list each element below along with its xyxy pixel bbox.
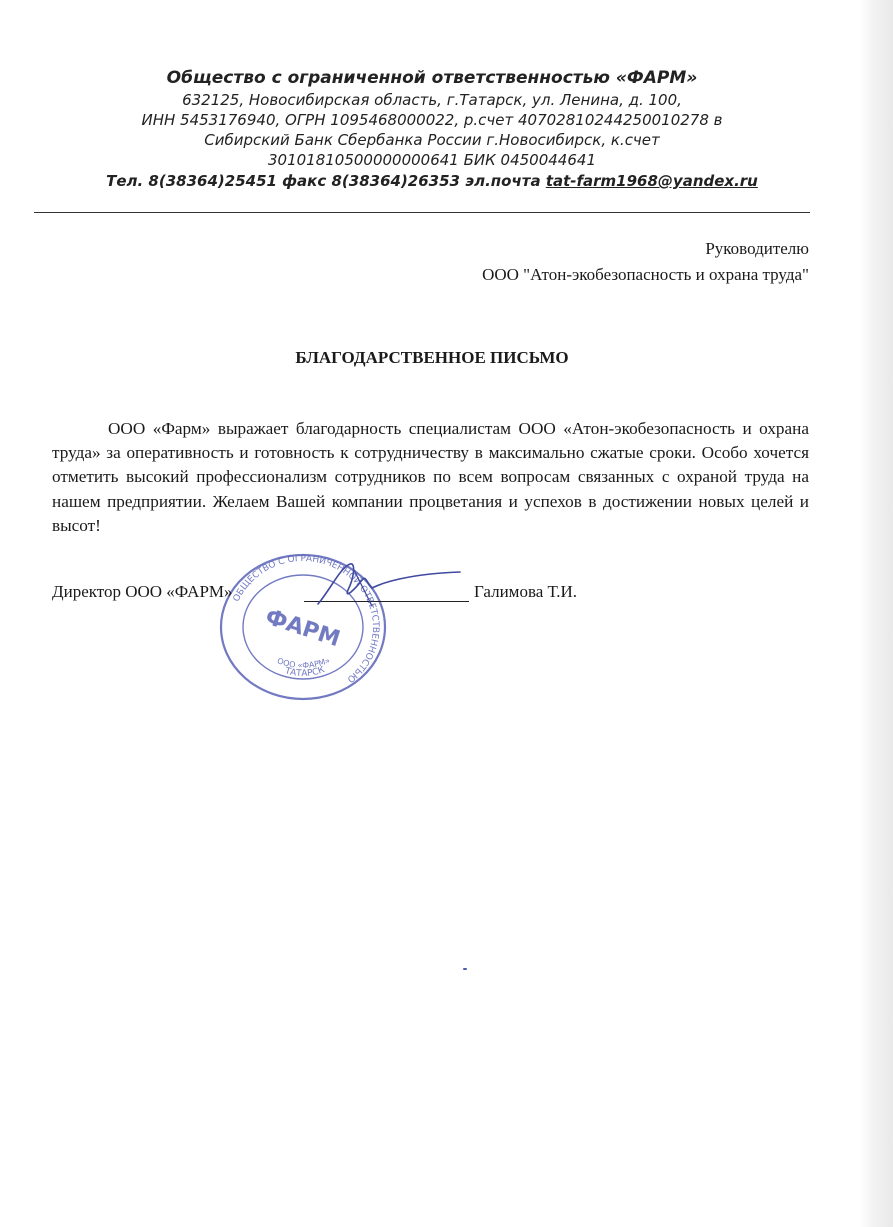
seal-ring-text: ОБЩЕСТВО С ОГРАНИЧЕННОЙ ОТВЕТСТВЕННОСТЬЮ [231,553,381,685]
addressee-line-2: ООО "Атон-экобезопасность и охрана труда" [482,265,809,284]
seal-inner-text: ООО «ФАРМ» [276,655,332,671]
signatory-role: Директор ООО «ФАРМ» [52,582,233,601]
addressee-block [482,236,809,288]
contacts-phone-fax: Тел. 8(38364)25451 факс 8(38364)26353 эл.почта [106,172,546,190]
handwritten-signature [310,560,470,610]
addressee-line-1: Руководителю [705,239,809,258]
organization-name: Общество с ограниченной ответственностью «ФАРМ» [166,68,698,88]
letterhead-divider [34,212,810,213]
organization-bank: Сибирский Банк Сбербанка России г.Новосибирск, к.счет [204,131,660,149]
seal-bottom-text: ТАТАРСК [283,665,326,680]
letter-body: ООО «Фарм» выражает благодарность специалистам ООО «Атон-экобезопасность и охрана труда» за оперативность и готовность к сотрудничеству в максимально сжатые сроки. Особо хочется отметить высокий профессионализм сотрудников по всем вопросам связанных с охраной труда на нашем предприятии. Желаем Вашей компании процветания и успехов в достижении новых целей и высот! [52,419,809,535]
organization-bank-ids: 30101810500000000641 БИК 0450044641 [267,151,596,169]
contacts-email-link[interactable]: tat-farm1968@yandex.ru [545,172,758,190]
scan-edge-shadow [859,0,893,1227]
letterhead [52,66,812,192]
organization-contacts [52,170,812,192]
organization-address: 632125, Новосибирская область, г.Татарск, ул. Ленина, д. 100, [182,91,682,109]
seal-center-text: ФАРМ [262,604,343,653]
organization-registration: ИНН 5453176940, ОГРН 1095468000022, р.счет 40702810244250010278 в [141,111,723,129]
letter-title: БЛАГОДАРСТВЕННОЕ ПИСЬМО [295,348,569,367]
scan-speck [463,968,467,970]
signatory-name: Галимова Т.И. [474,582,577,601]
